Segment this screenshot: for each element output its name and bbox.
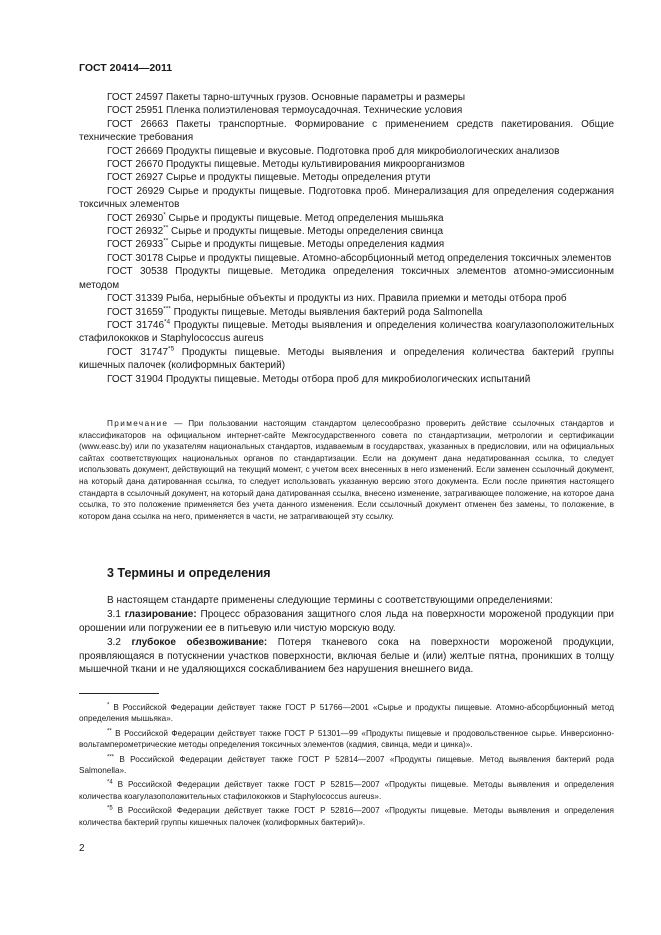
footnote-item (79, 779, 614, 802)
reference-item (79, 145, 614, 158)
reference-item (79, 252, 614, 265)
reference-mark: *5 (168, 345, 175, 353)
reference-title: Продукты пищевые. Методы выявления и определения количества бактерий группы кишечных палочек (колиформных бактерий) (79, 346, 614, 372)
footnote-text: В Российской Федерации действует также ГОСТ Р 52814—2007 «Продукты пищевые. Метод выявления бактерий рода Salmonella». (79, 754, 614, 776)
reference-code: ГОСТ 26929 (107, 185, 165, 197)
reference-code: ГОСТ 26932 (107, 226, 164, 238)
reference-item (79, 225, 614, 238)
reference-item (79, 212, 614, 225)
footnote-item (79, 702, 614, 725)
reference-title: Пакеты тарно-штучных грузов. Основные параметры и размеры (163, 92, 466, 103)
reference-code: ГОСТ 24597 (107, 92, 164, 103)
reference-code: ГОСТ 31339 (107, 293, 164, 305)
reference-title: Пленка полиэтиленовая термоусадочная. Технические условия (163, 105, 463, 117)
reference-title: Сырье и продукты пищевые. Атомно-абсорбционный метод определения токсичных элементов (163, 252, 612, 264)
reference-title: Пакеты транспортные. Формирование с применением средств пакетирования. Общие технические требования (79, 118, 615, 144)
footnote-divider (79, 693, 159, 694)
term-name: глубокое обезвоживание: (131, 637, 268, 649)
reference-code: ГОСТ 31904 (107, 373, 164, 385)
reference-item (79, 319, 614, 346)
reference-title: Сырье и продукты пищевые. Метод определения мышьяка (165, 212, 444, 224)
reference-item (79, 118, 614, 145)
reference-title: Сырье и продукты пищевые. Методы определения ртути (163, 172, 431, 184)
reference-code: ГОСТ 25951 (107, 105, 164, 117)
footnote-mark: ** (107, 728, 112, 735)
reference-code: ГОСТ 30178 (107, 252, 164, 264)
note-label: Примечание (107, 419, 169, 428)
footnote-text: В Российской Федерации действует также ГОСТ Р 51301—99 «Продукты пищевые и продовольственное сырье. Инверсионно-вольтамперометрические методы определения токсичных элементов (кадмия, свинца, меди и цинка)». (79, 728, 614, 750)
reference-code: ГОСТ 31746 (107, 319, 165, 331)
term-definition (79, 636, 614, 676)
reference-item (79, 306, 614, 319)
reference-mark: * (163, 211, 166, 219)
reference-item (79, 265, 614, 292)
reference-code: ГОСТ 31659 (107, 306, 164, 318)
reference-item (79, 104, 614, 117)
reference-title: Рыба, нерыбные объекты и продукты из них. Правила приемки и методы отбора проб (163, 293, 567, 305)
reference-item (79, 158, 614, 171)
terms-section (79, 594, 614, 677)
reference-mark: *** (163, 305, 171, 313)
reference-title: Сырье и продукты пищевые. Подготовка проб. Минерализация для определения содержания токсичных элементов (79, 185, 614, 211)
reference-item (79, 185, 614, 212)
reference-title: Сырье и продукты пищевые. Методы определения свинца (168, 226, 444, 238)
reference-code: ГОСТ 26669 (107, 145, 164, 157)
reference-title: Продукты пищевые. Методика определения токсичных элементов атомно-эмиссионным методом (79, 266, 614, 291)
footnote-mark: * (107, 702, 110, 709)
footnote-mark: *4 (107, 779, 113, 786)
reference-item (79, 292, 614, 305)
page-header-title: ГОСТ 20414—2011 (79, 62, 173, 74)
reference-code: ГОСТ 26663 (107, 118, 169, 130)
footnote-item (79, 805, 614, 828)
reference-title: Продукты пищевые и вкусовые. Подготовка проб для микробиологических анализов (163, 145, 560, 157)
reference-item (79, 346, 614, 373)
reference-code: ГОСТ 26933 (107, 239, 164, 251)
footnote-mark: *5 (107, 805, 113, 812)
term-number: 3.2 (107, 637, 132, 649)
section-heading: 3 Термины и определения (107, 566, 271, 580)
term-definition (79, 608, 614, 635)
footnote-text: В Российской Федерации действует также ГОСТ Р 52816—2007 «Продукты пищевые. Методы выявления и определения количества бактерий группы кишечных палочек (колиформных бактерий)». (79, 806, 614, 827)
reference-code: ГОСТ 31747 (107, 346, 169, 358)
terms-intro: В настоящем стандарте применены следующие термины с соответствующими определениями: (107, 595, 553, 606)
reference-item (79, 171, 614, 184)
reference-code: ГОСТ 26670 (107, 159, 164, 171)
term-text: Потеря тканевого сока на поверхности мороженой продукции, проявляющаяся в потускнении участков поверхности, включая белые и (или) желтые пятна, проникших в толщу мышечной ткани и не удаляющихся соскабливанием без нарушения внешнего вида. (79, 637, 614, 676)
footnote-item (79, 754, 614, 777)
reference-item (79, 373, 614, 386)
reference-title: Продукты пищевые. Методы отбора проб для микробиологических испытаний (163, 373, 531, 385)
footnote-mark: *** (107, 753, 115, 760)
term-number: 3.1 (107, 609, 125, 621)
note-paragraph (79, 418, 614, 522)
term-name: глазирование: (124, 609, 197, 621)
footnotes-list (79, 702, 614, 831)
reference-code: ГОСТ 26930 (107, 212, 164, 224)
page-number: 2 (79, 843, 85, 854)
term-text: Процесс образования защитного слоя льда на поверхности мороженой продукции при орошении или погружении ее в питьевую или чистую морскую воду. (79, 609, 615, 634)
reference-mark: ** (163, 224, 169, 232)
reference-mark: ** (163, 238, 169, 246)
normative-references-list (79, 91, 614, 386)
reference-item (79, 238, 614, 251)
reference-title: Продукты пищевые. Методы выявления и определения количества коагулазоположительных стафилококков и Staphylococcus aureus (79, 319, 615, 345)
reference-title: Сырье и продукты пищевые. Методы определения кадмия (168, 239, 445, 251)
reference-code: ГОСТ 26927 (107, 172, 164, 184)
reference-item (79, 91, 614, 104)
reference-code: ГОСТ 30538 (107, 266, 168, 278)
footnote-item (79, 728, 614, 751)
reference-title: Продукты пищевые. Методы выявления бактерий рода Salmonella (170, 306, 483, 318)
reference-mark: *4 (164, 318, 171, 326)
footnote-text: В Российской Федерации действует также ГОСТ Р 52815—2007 «Продукты пищевые. Методы выявления и определения количества коагулазоположительных стафилококков и Staphylococcus aureus». (79, 780, 614, 801)
reference-title: Продукты пищевые. Методы культивирования микроорганизмов (163, 159, 465, 171)
note-text: — При пользовании настоящим стандартом целесообразно проверить действие ссылочных стандартов и классификаторов на официальном интернет-сайте Межгосударственного совета по стандартизации, метрологии и сертификации (www.easc.by) или по указателям национальных стандартов, издаваемым в государствах, указанных в предисловии, или на официальных сайтах соответствующих национальных органов по стандартизации. Если на документ дана недатированная ссылка, то следует использовать документ, действующий на текущий момент, с учетом всех внесенных в него изменений. Если заменен ссылочный документ, на который дана датированная ссылка, то следует использовать указанную версию этого документа. Если после принятия настоящего стандарта в ссылочный документ, на который дана датированная ссылка, внесено изменение, затрагивающее положение, на которое дана ссылка, то это положение применяется без учета данного изменения. Если ссылочный документ отменен без замены, то положение, в котором дана ссылка на него, применяется в части, не затрагивающей эту ссылку. (79, 419, 614, 521)
footnote-text: В Российской Федерации действует также ГОСТ Р 51766—2001 «Сырье и продукты пищевые. Атомно-абсорбционный метод определения мышьяка». (79, 703, 614, 724)
